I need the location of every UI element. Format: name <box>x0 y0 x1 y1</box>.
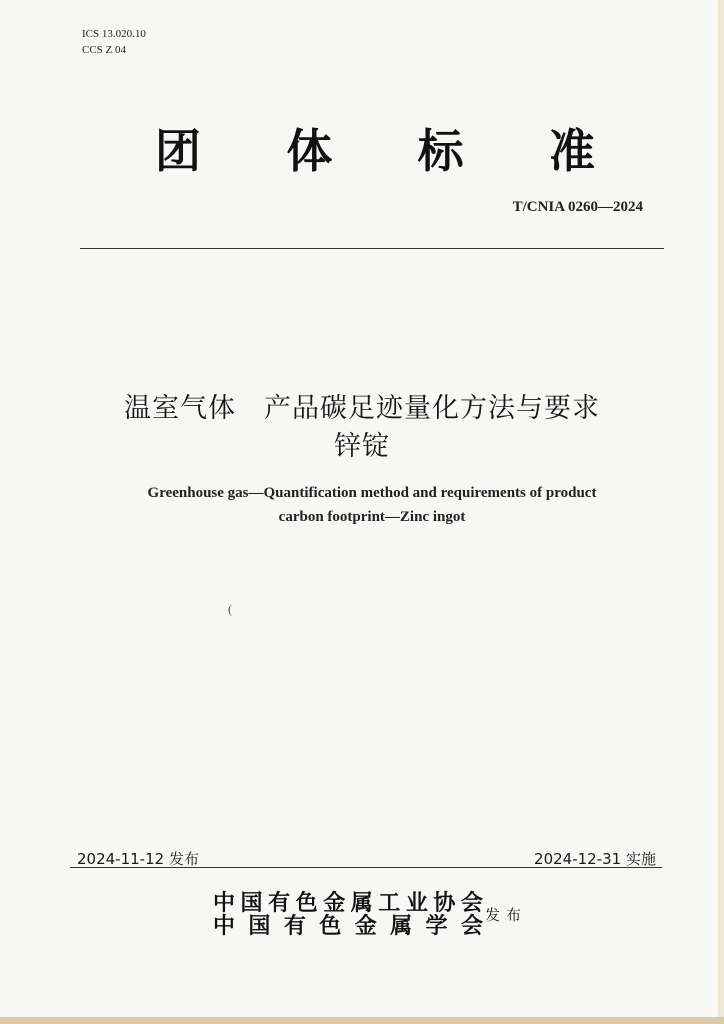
chinese-title-part-1: 温室气体 <box>124 393 236 424</box>
publisher-2 <box>213 909 483 940</box>
publisher-char: 属 <box>390 913 413 939</box>
publisher-char: 会 <box>460 913 483 939</box>
ccs-code: CCS Z 04 <box>82 44 127 56</box>
title-char: 体 <box>286 124 333 178</box>
stray-mark: ( <box>228 602 232 616</box>
publisher-char: 色 <box>319 913 342 939</box>
chinese-title-part-2: 产品碳足迹量化方法与要求 <box>264 393 600 424</box>
paper-edge-right <box>718 0 724 1024</box>
issue-date: 2024-11-12 发布 <box>77 850 199 868</box>
publisher-char: 有 <box>283 913 306 939</box>
implementation-date: 2024-12-31 实施 <box>534 850 656 868</box>
paper-edge-bottom <box>0 1017 724 1024</box>
standard-code: T/CNIA 0260—2024 <box>512 199 643 215</box>
publisher-char: 中 <box>213 913 236 939</box>
title-char: 标 <box>417 124 464 178</box>
publisher-char: 金 <box>354 913 377 939</box>
standard-type-title <box>155 118 595 178</box>
publisher-char: 金 <box>323 890 346 916</box>
publisher-char: 色 <box>295 890 318 916</box>
publisher-char: 协 <box>433 890 456 916</box>
bottom-divider <box>70 867 662 868</box>
ics-code: ICS 13.020.10 <box>82 28 146 40</box>
publisher-char: 国 <box>240 890 263 916</box>
top-divider <box>80 248 664 249</box>
publisher-char: 业 <box>405 890 428 916</box>
publisher-char: 国 <box>248 913 271 939</box>
publisher-char: 工 <box>378 890 401 916</box>
classification-codes <box>82 26 146 58</box>
publisher-char: 有 <box>268 890 291 916</box>
title-char: 团 <box>155 124 201 178</box>
publisher-char: 会 <box>460 890 483 916</box>
publisher-char: 属 <box>350 890 373 916</box>
english-title-line-1: Greenhouse gas—Quantification method and requirements of product <box>147 485 597 501</box>
publish-label: 发布 <box>485 906 528 924</box>
publisher-char: 中 <box>213 890 236 916</box>
title-char: 准 <box>548 124 595 178</box>
english-title-line-2: carbon footprint—Zinc ingot <box>278 509 466 525</box>
chinese-title-line-2: 锌锭 <box>334 431 390 462</box>
chinese-title-line-1 <box>0 386 718 425</box>
publisher-char: 学 <box>425 913 448 939</box>
